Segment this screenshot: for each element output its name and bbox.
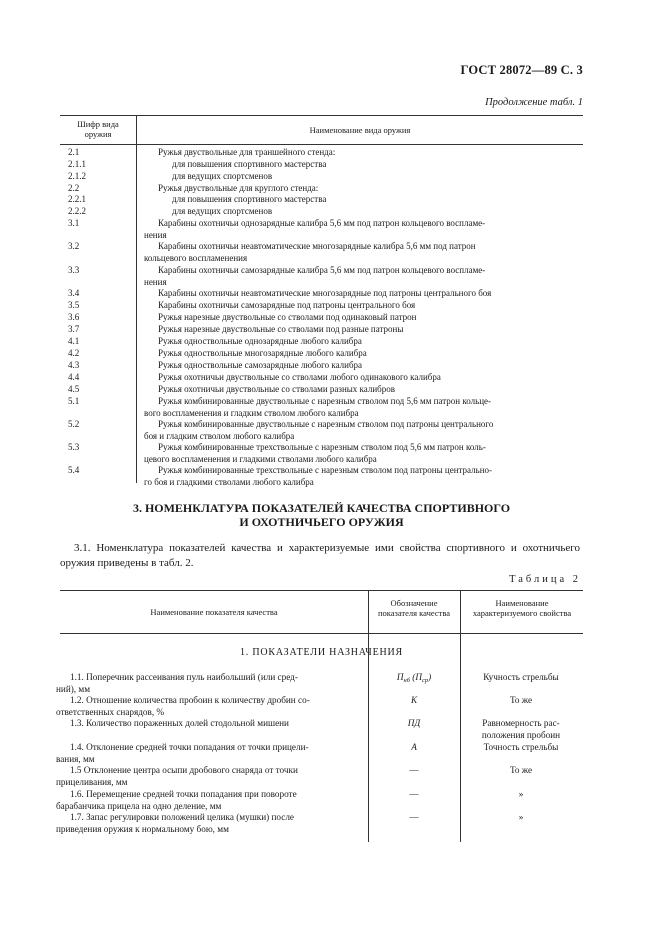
row-code: 2.2 xyxy=(68,183,80,193)
row-text: для ведущих спортсменов xyxy=(172,206,273,216)
row-text: Ружья двуствольные для траншейного стенда: xyxy=(158,147,336,157)
row-text: Ружья охотничьи двуствольные со стволами любого одинакового калибра xyxy=(158,372,441,382)
row-code: 2.1.1 xyxy=(68,159,86,169)
row-code: 3.6 xyxy=(68,312,80,322)
row-indicator xyxy=(56,789,365,812)
row-property: Точность стрельбы xyxy=(483,742,559,752)
row-text xyxy=(144,265,579,288)
property-continuation: положения пробоин xyxy=(481,729,561,740)
row-text-line: Карабины охотничьи неавтоматические многозарядные калибра 5,6 мм под патрон xyxy=(158,241,476,251)
row-code: 3.5 xyxy=(68,300,80,310)
table2-top-rule xyxy=(60,590,583,591)
row-text-continuation: нения xyxy=(144,276,167,287)
section-title xyxy=(60,501,583,529)
row-text: Карабины охотничьи неавтоматические многозарядные под патроны центрального боя xyxy=(158,288,492,298)
row-text-line: Ружья комбинированные двуствольные с нарезным стволом под 5,6 мм патрон кольце- xyxy=(158,396,492,406)
row-indicator xyxy=(56,672,365,695)
row-indicator: 1.3. Количество пораженных долей стодольной мишени xyxy=(70,718,289,728)
row-text: Ружья охотничьи двуствольные со стволами разных калибров xyxy=(158,384,395,394)
symbol-subscript: нб xyxy=(403,677,410,684)
symbol-alt-subscript: ср xyxy=(421,677,429,684)
row-symbol: А xyxy=(411,742,417,752)
table1-top-rule xyxy=(60,115,583,116)
row-text-line: Ружья комбинированные двуствольные с нарезным стволом под патроны центрального xyxy=(158,419,494,429)
indicator-text: 1.1. Поперечник рассеивания пуль наибольший (или сред- xyxy=(70,672,298,682)
row-text xyxy=(144,465,579,488)
row-indicator xyxy=(56,695,365,718)
indicator-text: 1.2. Отношение количества пробоин к количеству дробин со- xyxy=(70,695,310,705)
indicator-continuation: вания, мм xyxy=(56,753,95,764)
property-text: Равномерность рас- xyxy=(482,718,560,728)
row-text-line: Карабины охотничьи однозарядные калибра 5,6 мм под патрон кольцевого воспламе- xyxy=(158,218,486,228)
row-text xyxy=(144,442,579,465)
table-continuation-label: Продолжение табл. 1 xyxy=(485,97,583,108)
row-symbol xyxy=(374,672,454,687)
row-text-continuation: го боя и гладкими стволами любого калибра xyxy=(144,476,314,487)
symbol-end: ) xyxy=(428,672,432,682)
row-code: 3.1 xyxy=(68,218,80,228)
row-text-line: Ружья комбинированные трехствольные с нарезным стволом под 5,6 мм патрон коль- xyxy=(158,442,486,452)
row-indicator xyxy=(56,812,365,835)
row-property: То же xyxy=(509,695,533,705)
indicator-continuation: ний), мм xyxy=(56,683,91,694)
row-code: 4.5 xyxy=(68,384,80,394)
table2-caption: Таблица 2 xyxy=(509,574,581,585)
row-text: Ружья одноствольные многозарядные любого калибра xyxy=(158,348,367,358)
row-text-continuation: кольцевого воспламенения xyxy=(144,252,248,263)
row-code: 3.4 xyxy=(68,288,80,298)
row-text: Ружья нарезные двуствольные со стволами под одинаковый патрон xyxy=(158,312,417,322)
row-indicator xyxy=(56,765,365,788)
row-code: 2.1.2 xyxy=(68,171,86,181)
row-text: для повышения спортивного мастерства xyxy=(172,159,327,169)
row-text-continuation: боя и гладким стволом любого калибра xyxy=(144,430,295,441)
table2-col-property-header: Наименование характеризуемого свойства xyxy=(472,598,572,618)
table2-group-title: 1. ПОКАЗАТЕЛИ НАЗНАЧЕНИЯ xyxy=(239,647,404,658)
row-symbol: — xyxy=(409,765,419,775)
row-symbol: К xyxy=(410,695,418,705)
table1-header-rule xyxy=(60,144,583,145)
row-symbol: — xyxy=(409,812,419,822)
row-text: для ведущих спортсменов xyxy=(172,171,273,181)
paragraph-3-1 xyxy=(60,541,580,571)
indicator-text: 1.4. Отклонение средней точки попадания от точки прицели- xyxy=(70,742,309,752)
standard-header: ГОСТ 28072—89 С. 3 xyxy=(460,63,583,77)
indicator-continuation: приведения оружия к нормальному бою, мм xyxy=(56,823,229,834)
table2-header-rule xyxy=(60,633,583,634)
row-text xyxy=(144,419,579,442)
row-property: Кучность стрельбы xyxy=(483,672,559,682)
row-symbol: ПД xyxy=(407,718,421,728)
row-text xyxy=(144,396,579,419)
row-code: 2.2.2 xyxy=(68,206,86,216)
row-text: Ружья нарезные двуствольные со стволами под разные патроны xyxy=(158,324,404,334)
paragraph-text: 3.1. Номенклатура показателей качества и характеризуемые ими свойства спортивного и охотничьего оружия приведены в табл. 2. xyxy=(60,542,580,569)
section-title-line1: 3. НОМЕНКЛАТУРА ПОКАЗАТЕЛЕЙ КАЧЕСТВА СПОРТИВНОГО xyxy=(132,501,511,515)
row-code: 4.1 xyxy=(68,336,80,346)
row-text: Ружья двуствольные для круглого стенда: xyxy=(158,183,319,193)
indicator-text: 1.5 Отклонение центра осыпи дробового снаряда от точки xyxy=(70,765,298,775)
table1-col-name-header: Наименование вида оружия xyxy=(309,125,411,135)
row-text xyxy=(144,241,579,264)
row-code: 5.2 xyxy=(68,419,80,429)
row-code: 2.2.1 xyxy=(68,194,86,204)
row-text xyxy=(144,218,579,241)
row-text: Ружья одноствольные однозарядные любого калибра xyxy=(158,336,362,346)
row-code: 5.3 xyxy=(68,442,80,452)
row-property: » xyxy=(518,812,524,822)
indicator-continuation: ответственных снарядов, % xyxy=(56,706,165,717)
row-text-line: Карабины охотничьи самозарядные калибра 5,6 мм под патрон кольцевого воспламе- xyxy=(158,265,486,275)
table2-col-symbol-header: Обозначение показателя качества xyxy=(377,598,451,618)
row-property: » xyxy=(518,789,524,799)
row-indicator xyxy=(56,742,365,765)
row-code: 3.2 xyxy=(68,241,80,251)
indicator-continuation: прицеливания, мм xyxy=(56,776,128,787)
row-text-line: Ружья комбинированные трехствольные с нарезным стволом под патроны центрально- xyxy=(158,465,493,475)
symbol-main: П xyxy=(396,672,404,682)
row-text-continuation: вого воспламенения и гладким стволом любого калибра xyxy=(144,407,359,418)
row-text: Карабины охотничьи самозарядные под патроны центрального боя xyxy=(158,300,416,310)
table2-body xyxy=(0,672,661,842)
row-property xyxy=(462,718,580,741)
row-text-continuation: нения xyxy=(144,229,167,240)
table1-body xyxy=(0,147,661,487)
row-code: 4.4 xyxy=(68,372,80,382)
row-code: 3.7 xyxy=(68,324,80,334)
row-text-continuation: цевого воспламенения и гладкими стволами любого калибра xyxy=(144,453,377,464)
table1-col-code-header: Шифр вида оружия xyxy=(77,119,119,139)
row-symbol: — xyxy=(409,789,419,799)
row-property: То же xyxy=(509,765,533,775)
row-code: 4.2 xyxy=(68,348,80,358)
row-code: 4.3 xyxy=(68,360,80,370)
row-code: 5.1 xyxy=(68,396,80,406)
indicator-text: 1.7. Запас регулировки положений целика (мушки) после xyxy=(70,812,294,822)
indicator-text: 1.6. Перемещение средней точки попадания при повороте xyxy=(70,789,297,799)
row-code: 5.4 xyxy=(68,465,80,475)
indicator-continuation: барабанчика прицела на одно деление, мм xyxy=(56,800,222,811)
row-code: 2.1 xyxy=(68,147,80,157)
table2-col-indicator-header: Наименование показателя качества xyxy=(150,607,278,617)
section-title-line2: И ОХОТНИЧЬЕГО ОРУЖИЯ xyxy=(239,515,404,529)
row-code: 3.3 xyxy=(68,265,80,275)
row-text: Ружья одноствольные самозарядные любого калибра xyxy=(158,360,363,370)
row-text: для повышения спортивного мастерства xyxy=(172,194,327,204)
symbol-alt: (П xyxy=(409,672,422,682)
